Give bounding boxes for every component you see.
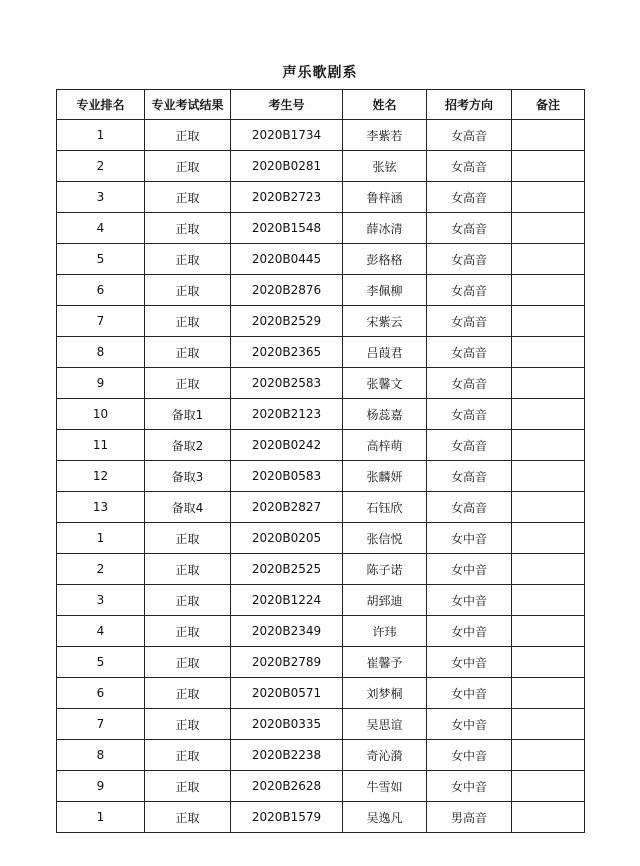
- cell-name: 张铉: [343, 151, 427, 182]
- cell-remark: [512, 151, 585, 182]
- cell-result: 正取: [145, 337, 231, 368]
- cell-direction: 女中音: [427, 647, 512, 678]
- cell-remark: [512, 182, 585, 213]
- cell-rank: 6: [57, 678, 145, 709]
- table-row: [57, 647, 585, 678]
- cell-name: 奇沁漪: [343, 740, 427, 771]
- header-exam-number: 考生号: [231, 90, 343, 120]
- cell-result: 正取: [145, 802, 231, 833]
- cell-exam-number: 2020B2238: [231, 740, 343, 771]
- cell-name: 高梓萌: [343, 430, 427, 461]
- header-rank: 专业排名: [57, 90, 145, 120]
- cell-result: 正取: [145, 523, 231, 554]
- cell-rank: 2: [57, 554, 145, 585]
- cell-direction: 女高音: [427, 399, 512, 430]
- table-row: [57, 182, 585, 213]
- cell-remark: [512, 275, 585, 306]
- cell-result: 正取: [145, 182, 231, 213]
- cell-exam-number: 2020B0205: [231, 523, 343, 554]
- cell-direction: 女高音: [427, 182, 512, 213]
- header-direction: 招考方向: [427, 90, 512, 120]
- cell-direction: 女中音: [427, 709, 512, 740]
- cell-exam-number: 2020B2525: [231, 554, 343, 585]
- cell-result: 正取: [145, 368, 231, 399]
- cell-name: 张馨文: [343, 368, 427, 399]
- cell-exam-number: 2020B2529: [231, 306, 343, 337]
- table-row: [57, 740, 585, 771]
- cell-result: 正取: [145, 554, 231, 585]
- table-row: [57, 678, 585, 709]
- cell-exam-number: 2020B2876: [231, 275, 343, 306]
- cell-rank: 8: [57, 337, 145, 368]
- table-row: [57, 399, 585, 430]
- cell-rank: 2: [57, 151, 145, 182]
- table-row: [57, 120, 585, 151]
- cell-exam-number: 2020B2789: [231, 647, 343, 678]
- cell-exam-number: 2020B0281: [231, 151, 343, 182]
- admission-table: [56, 89, 585, 833]
- cell-name: 许玮: [343, 616, 427, 647]
- cell-exam-number: 2020B2123: [231, 399, 343, 430]
- cell-exam-number: 2020B1224: [231, 585, 343, 616]
- cell-direction: 女高音: [427, 430, 512, 461]
- cell-remark: [512, 368, 585, 399]
- cell-remark: [512, 337, 585, 368]
- cell-name: 薛冰清: [343, 213, 427, 244]
- cell-direction: 女高音: [427, 306, 512, 337]
- cell-name: 宋紫云: [343, 306, 427, 337]
- table-row: [57, 585, 585, 616]
- table-row: [57, 244, 585, 275]
- table-row: [57, 554, 585, 585]
- cell-result: 备取4: [145, 492, 231, 523]
- cell-exam-number: 2020B2349: [231, 616, 343, 647]
- cell-remark: [512, 461, 585, 492]
- header-result: 专业考试结果: [145, 90, 231, 120]
- cell-result: 备取1: [145, 399, 231, 430]
- cell-remark: [512, 244, 585, 275]
- cell-name: 陈子诺: [343, 554, 427, 585]
- cell-result: 正取: [145, 709, 231, 740]
- cell-remark: [512, 120, 585, 151]
- cell-result: 备取2: [145, 430, 231, 461]
- table-row: [57, 151, 585, 182]
- cell-rank: 3: [57, 585, 145, 616]
- cell-name: 鲁梓涵: [343, 182, 427, 213]
- cell-remark: [512, 492, 585, 523]
- table-body: [57, 120, 585, 833]
- cell-remark: [512, 554, 585, 585]
- cell-rank: 8: [57, 740, 145, 771]
- cell-direction: 女高音: [427, 120, 512, 151]
- cell-direction: 女中音: [427, 771, 512, 802]
- table-header-row: [57, 90, 585, 120]
- cell-rank: 6: [57, 275, 145, 306]
- cell-name: 崔馨予: [343, 647, 427, 678]
- cell-direction: 女中音: [427, 616, 512, 647]
- cell-result: 正取: [145, 213, 231, 244]
- table-row: [57, 802, 585, 833]
- cell-name: 李紫若: [343, 120, 427, 151]
- cell-rank: 3: [57, 182, 145, 213]
- cell-result: 正取: [145, 740, 231, 771]
- cell-rank: 13: [57, 492, 145, 523]
- cell-exam-number: 2020B2365: [231, 337, 343, 368]
- table-row: [57, 709, 585, 740]
- cell-exam-number: 2020B0242: [231, 430, 343, 461]
- header-name: 姓名: [343, 90, 427, 120]
- cell-remark: [512, 523, 585, 554]
- cell-direction: 女高音: [427, 492, 512, 523]
- cell-remark: [512, 585, 585, 616]
- table-row: [57, 523, 585, 554]
- cell-direction: 女高音: [427, 461, 512, 492]
- cell-remark: [512, 802, 585, 833]
- cell-name: 牛雪如: [343, 771, 427, 802]
- page-title: 声乐歌剧系: [282, 65, 358, 81]
- cell-remark: [512, 740, 585, 771]
- cell-exam-number: 2020B1734: [231, 120, 343, 151]
- cell-remark: [512, 678, 585, 709]
- cell-name: 吴逸凡: [343, 802, 427, 833]
- cell-result: 正取: [145, 678, 231, 709]
- cell-rank: 7: [57, 306, 145, 337]
- table-row: [57, 337, 585, 368]
- cell-result: 正取: [145, 244, 231, 275]
- table-row: [57, 461, 585, 492]
- header-remark: 备注: [512, 90, 585, 120]
- cell-rank: 5: [57, 244, 145, 275]
- table-row: [57, 368, 585, 399]
- cell-direction: 女中音: [427, 740, 512, 771]
- cell-result: 正取: [145, 771, 231, 802]
- cell-result: 正取: [145, 585, 231, 616]
- table-row: [57, 771, 585, 802]
- cell-rank: 4: [57, 213, 145, 244]
- cell-direction: 女中音: [427, 678, 512, 709]
- cell-result: 正取: [145, 275, 231, 306]
- cell-remark: [512, 647, 585, 678]
- cell-direction: 女中音: [427, 585, 512, 616]
- cell-rank: 4: [57, 616, 145, 647]
- cell-rank: 10: [57, 399, 145, 430]
- cell-name: 石钰欣: [343, 492, 427, 523]
- cell-rank: 11: [57, 430, 145, 461]
- cell-result: 正取: [145, 306, 231, 337]
- cell-remark: [512, 306, 585, 337]
- cell-direction: 女高音: [427, 151, 512, 182]
- cell-exam-number: 2020B2723: [231, 182, 343, 213]
- cell-remark: [512, 399, 585, 430]
- cell-result: 正取: [145, 647, 231, 678]
- table-row: [57, 306, 585, 337]
- cell-exam-number: 2020B2827: [231, 492, 343, 523]
- cell-result: 备取3: [145, 461, 231, 492]
- cell-direction: 女高音: [427, 275, 512, 306]
- cell-exam-number: 2020B0335: [231, 709, 343, 740]
- cell-name: 刘梦桐: [343, 678, 427, 709]
- cell-direction: 女高音: [427, 337, 512, 368]
- cell-rank: 7: [57, 709, 145, 740]
- cell-remark: [512, 709, 585, 740]
- table-row: [57, 213, 585, 244]
- cell-remark: [512, 771, 585, 802]
- cell-exam-number: 2020B2583: [231, 368, 343, 399]
- cell-exam-number: 2020B0445: [231, 244, 343, 275]
- cell-result: 正取: [145, 151, 231, 182]
- cell-exam-number: 2020B0583: [231, 461, 343, 492]
- cell-name: 李佩柳: [343, 275, 427, 306]
- cell-exam-number: 2020B1548: [231, 213, 343, 244]
- table-row: [57, 430, 585, 461]
- cell-direction: 女高音: [427, 368, 512, 399]
- cell-rank: 9: [57, 368, 145, 399]
- cell-name: 张麟妍: [343, 461, 427, 492]
- cell-exam-number: 2020B0571: [231, 678, 343, 709]
- cell-direction: 女高音: [427, 244, 512, 275]
- cell-name: 吴思谊: [343, 709, 427, 740]
- cell-remark: [512, 430, 585, 461]
- cell-direction: 女高音: [427, 213, 512, 244]
- cell-name: 杨蕊嘉: [343, 399, 427, 430]
- table-row: [57, 275, 585, 306]
- cell-remark: [512, 616, 585, 647]
- cell-result: 正取: [145, 616, 231, 647]
- cell-rank: 12: [57, 461, 145, 492]
- cell-direction: 男高音: [427, 802, 512, 833]
- cell-rank: 1: [57, 120, 145, 151]
- cell-rank: 9: [57, 771, 145, 802]
- table-row: [57, 616, 585, 647]
- cell-exam-number: 2020B1579: [231, 802, 343, 833]
- cell-name: 胡郅迪: [343, 585, 427, 616]
- cell-rank: 1: [57, 802, 145, 833]
- cell-name: 张信悦: [343, 523, 427, 554]
- cell-result: 正取: [145, 120, 231, 151]
- cell-rank: 5: [57, 647, 145, 678]
- cell-remark: [512, 213, 585, 244]
- table-row: [57, 492, 585, 523]
- cell-direction: 女中音: [427, 554, 512, 585]
- cell-exam-number: 2020B2628: [231, 771, 343, 802]
- cell-name: 彭格格: [343, 244, 427, 275]
- cell-rank: 1: [57, 523, 145, 554]
- cell-direction: 女中音: [427, 523, 512, 554]
- cell-name: 吕葭君: [343, 337, 427, 368]
